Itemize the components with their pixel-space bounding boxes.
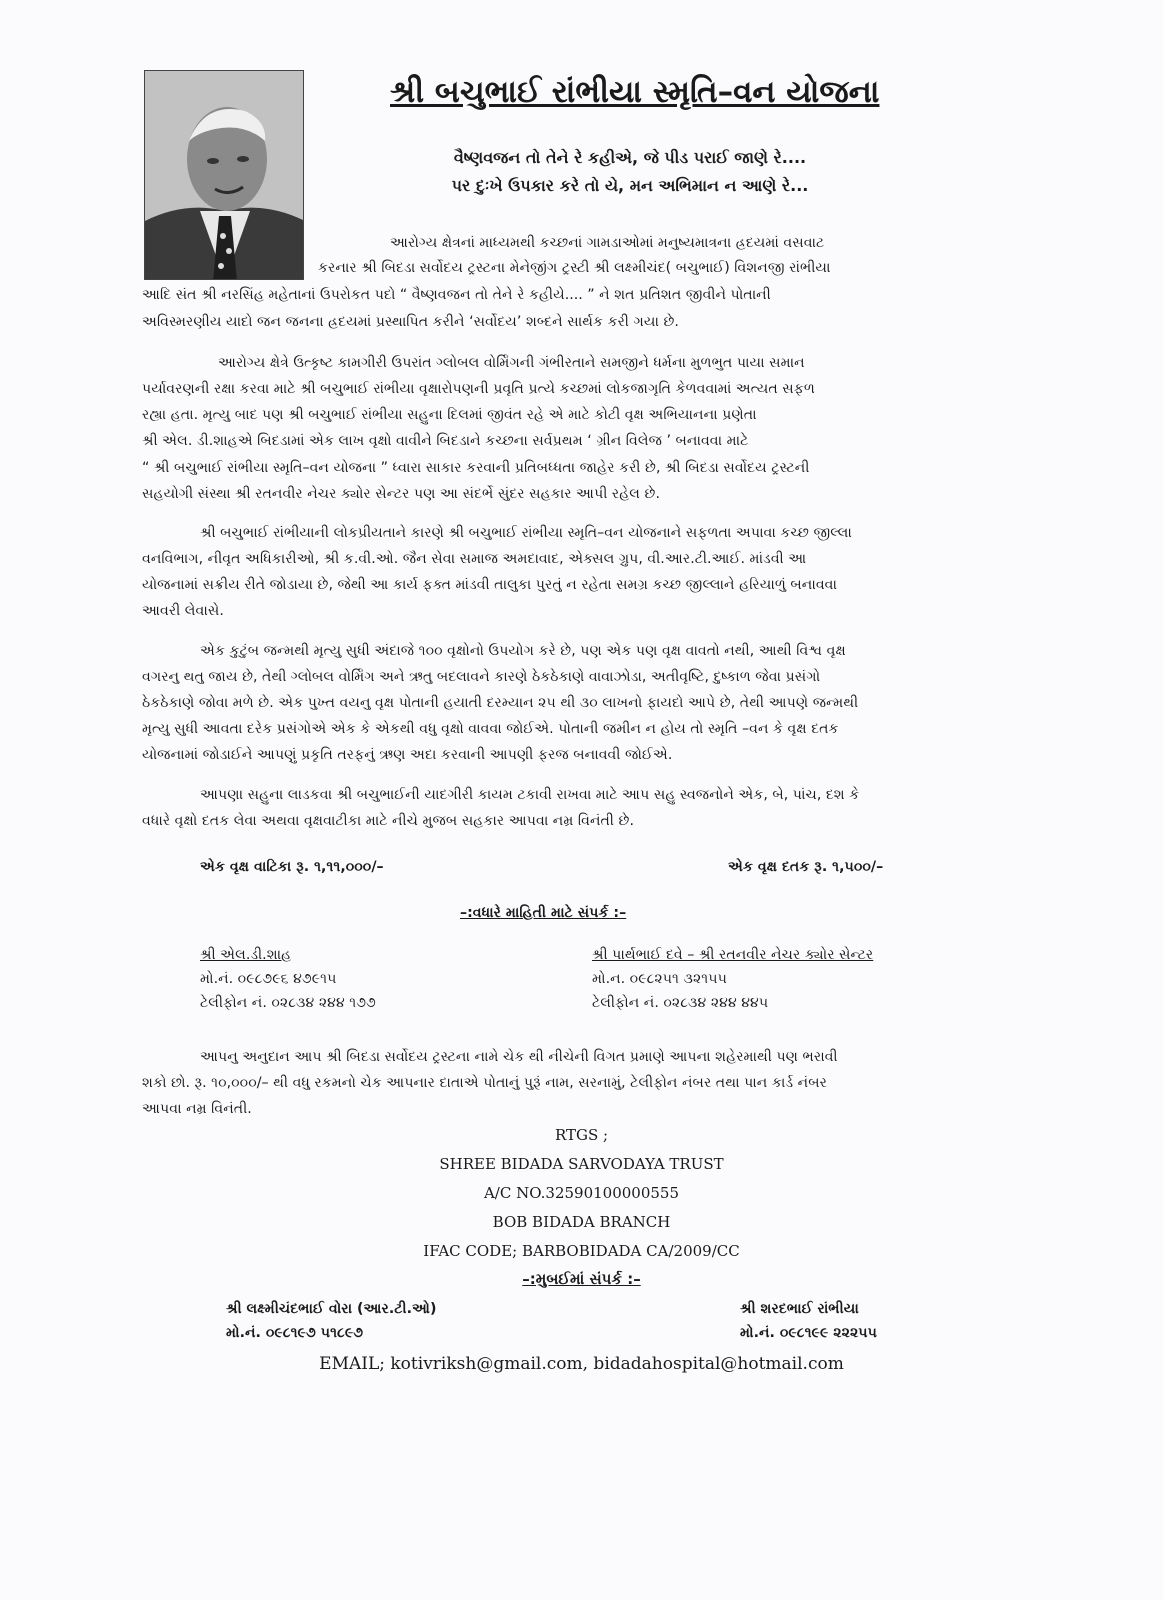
offer-datak: એક વૃક્ષ દતક રૂ. ૧,૫૦૦/– xyxy=(728,859,884,875)
para4-line: વગરનુ થતુ જાય છે, તેથી ગ્લોબલ વોર્મિંગ અને ઋતુ બદલાવને કારણે ઠેકઠેકાણે વાવાઝોડા, અતીવૃષ્ટિ, દુષ્કાળ જેવા પ્રસંગો xyxy=(142,669,821,685)
para2-line: “ શ્રી બચુભાઈ રાંભીયા સ્મૃતિ–વન યોજના ” ધ્વારા સાકાર કરવાની પ્રતિબધ્ધતા જાહેર કરી છે, શ્રી બિદડા સર્વોદય ટ્રસ્ટની xyxy=(142,460,810,476)
para2-line: પર્યાવરણની રક્ષા કરવા માટે શ્રી બચુભાઈ રાંભીયા વૃક્ષારોપણની પ્રવૃતિ પ્રત્યે કચ્છમાં લોકજાગૃતિ કેળવવામાં અત્યત સફળ xyxy=(142,381,815,397)
para5-line: આપણા સહુના લાડકવા શ્રી બચુભાઈની યાદગીરી કાયમ ટકાવી રાખવા માટે આપ સહુ સ્વજનોને એક, બે, પાંચ, દશ કે xyxy=(200,787,860,803)
quote-line-1: વૈષ્ણવજન તો તેને રે કહીએ, જે પીડ પરાઈ જાણે રે.... xyxy=(453,148,807,167)
contact-left-phone: ટેલીફોન નં. ૦૨૮૩૪ ૨૪૪ ૧૭૭ xyxy=(200,995,376,1011)
bank-branch: BOB BIDADA BRANCH xyxy=(492,1213,671,1231)
para2-line: શ્રી એલ. ડી.શાહએ બિદડામાં એક લાખ વૃક્ષો વાવીને બિદડાને કચ્છના સર્વપ્રથમ ‘ ગ્રીન વિલેજ ’ બનાવવા માટે xyxy=(142,433,749,449)
para2-line: સહયોગી સંસ્થા શ્રી રતનવીર નેચર ક્યોર સેન્ટર પણ આ સંદર્ભે સુંદર સહકાર આપી રહેલ છે. xyxy=(142,486,661,502)
bank-trust: SHREE BIDADA SARVODAYA TRUST xyxy=(439,1155,724,1173)
mumbai-right-mobile: મો.નં. ૦૯૮૧૯૯ ૨૨૨૫૫ xyxy=(740,1325,877,1341)
contact-right-phone: ટેલીફોન નં. ૦૨૮૩૪ ૨૪૪ ૪૪૫ xyxy=(592,995,769,1011)
contact-left-mobile: મો.નં. ૦૯૮૭૯૬ ૪૭૯૧૫ xyxy=(200,971,337,987)
para6-line: આપવા નમ્ર વિનંતી. xyxy=(142,1101,252,1117)
para1-line: કરનાર શ્રી બિદડા સર્વોદય ટ્રસ્ટના મેનેજીંગ ટ્રસ્ટી શ્રી લક્ષ્મીચંદ( બચુભાઈ) વિશનજી રાંભીયા xyxy=(318,260,831,276)
para4-line: મૃત્યુ સુધી આવતા દરેક પ્રસંગોએ એક કે એકથી વધુ વૃક્ષો વાવવા જોઈએ. પોતાની જમીન ન હોય તો સ્મૃતિ –વન કે વૃક્ષ દતક xyxy=(142,721,839,737)
para1-line: આદિ સંત શ્રી નરસિંહ મહેતાનાં ઉપરોકત પદો “ વૈષ્ણવજન તો તેને રે કહીયે.... ” ને શત પ્રતિશત જીવીને પોતાની xyxy=(142,287,771,303)
email-line: EMAIL; kotivriksh@gmail.com, bidadahospital@hotmail.com xyxy=(319,1354,844,1374)
para2-line: આરોગ્ય ક્ષેત્રે ઉત્કૃષ્ટ કામગીરી ઉપરાંત ગ્લોબલ વોર્મિંગની ગંભીરતાને સમજીને ધર્મના મુળભુત પાયા સમાન xyxy=(218,355,805,371)
mumbai-right-name: શ્રી શરદભાઈ રાંભીયા xyxy=(740,1301,859,1317)
bank-rtgs: RTGS ; xyxy=(554,1126,609,1144)
para3-line: આવરી લેવાસે. xyxy=(142,603,224,619)
para6-line: આપનુ અનુદાન આપ શ્રી બિદડા સર્વોદય ટ્રસ્ટના નામે ચેક થી નીચેની વિગત પ્રમાણે આપના શહેરમાથી પણ ભરાવી xyxy=(200,1049,838,1065)
para1-line: આરોગ્ય ક્ષેત્રનાં માધ્યમથી કચ્છનાં ગામડાઓમાં મનુષ્યમાત્રના હ્રદયમાં વસવાટ xyxy=(390,235,825,251)
para5-line: વધારે વૃક્ષો દતક લેવા અથવા વૃક્ષવાટીકા માટે નીચે મુજબ સહકાર આપવા નમ્ર વિનંતી છે. xyxy=(142,813,634,829)
para4-line: યોજનામાં જોડાઈને આપણું પ્રકૃતિ તરફનું ઋણ અદા કરવાની આપણી ફરજ બનાવવી જોઈએ. xyxy=(142,747,673,763)
bank-ifac: IFAC CODE; BARBOBIDADA CA/2009/CC xyxy=(423,1242,740,1260)
contact-heading: –:વધારે માહિતી માટે સંપર્ક :– xyxy=(460,905,627,921)
contact-right-name: શ્રી પાર્થભાઈ દવે – શ્રી રતનવીર નેચર ક્યોર સેન્ટર xyxy=(592,947,874,963)
mumbai-heading: –:મુબઈમાં સંપર્ક :– xyxy=(522,1270,641,1288)
contact-left-name: શ્રી એલ.ડી.શાહ xyxy=(200,947,292,963)
contact-right-mobile: મો.ન. ૦૯૮૨૫૧ ૩૨૧૫૫ xyxy=(592,971,727,987)
quote-line-2: પર દુઃખે ઉપકાર કરે તો યે, મન અભિમાન ન આણે રે... xyxy=(451,176,809,195)
portrait-illustration xyxy=(145,71,304,280)
para3-line: વનવિભાગ, નીવૃત અધિકારીઓ, શ્રી ક.વી.ઓ. જૈન સેવા સમાજ અમદાવાદ, એક્સલ ગ્રુપ, વી.આર.ટી.આઈ. માંડવી આ xyxy=(142,551,807,567)
portrait-photo xyxy=(144,70,304,280)
para2-line: રહ્યા હતા. મૃત્યુ બાદ પણ શ્રી બચુભાઈ રાંભીયા સહુના દિલમાં જીવંત રહે એ માટે કોટી વૃક્ષ અભિયાનના પ્રણેતા xyxy=(142,407,757,423)
para6-line: શકો છો. રૂ. ૧૦,૦૦૦/– થી વધુ રકમનો ચેક આપનાર દાતાએ પોતાનું પુરૂં નામ, સરનામું, ટેલીફોન નંબર તથા પાન કાર્ડ નંબર xyxy=(142,1075,827,1091)
para4-line: ઠેકઠેકાણે જોવા મળે છે. એક પુખ્ત વયનુ વૃક્ષ પોતાની હયાતી દરમ્યાન ૨૫ થી ૩૦ લાખનો ફાયદો આપે છે, તેથી આપણે જન્મથી xyxy=(142,695,859,711)
offer-vatika: એક વૃક્ષ વાટિકા રૂ. ૧,૧૧,૦૦૦/– xyxy=(200,859,384,875)
bank-account: A/C NO.32590100000555 xyxy=(483,1184,680,1202)
para4-line: એક કુટુંબ જન્મથી મૃત્યુ સુધી અંદાજે ૧૦૦ વૃક્ષોનો ઉપયોગ કરે છે, પણ એક પણ વૃક્ષ વાવતો નથી, આથી વિશ્વ વૃક્ષ xyxy=(200,643,846,659)
para3-line: શ્રી બચુભાઈ રાંભીયાની લોકપ્રીયતાને કારણે શ્રી બચુભાઈ રાંભીયા સ્મૃતિ–વન યોજનાને સફળતા અપાવા કચ્છ જીલ્લા xyxy=(200,525,852,541)
page-title: શ્રી બચુભાઈ રાંભીયા સ્મૃતિ–વન યોજના xyxy=(390,74,880,110)
para1-line: અવિસ્મરણીય યાદો જન જનના હ્રદયમાં પ્રસ્થાપિત કરીને ‘સર્વોદય’ શબ્દને સાર્થક કરી ગયા છે. xyxy=(142,314,679,330)
mumbai-left-name: શ્રી લક્ષ્મીચંદભાઈ વોરા (આર.ટી.ઓ) xyxy=(226,1301,437,1317)
mumbai-left-mobile: મો.નં. ૦૯૮૧૯૭ ૫૧૮૯૭ xyxy=(226,1325,364,1341)
para3-line: યોજનામાં સક્રીય રીતે જોડાયા છે, જેથી આ કાર્ય ફક્ત માંડવી તાલુકા પુરતું ન રહેતા સમગ્ર કચ્છ જીલ્લાને હરિયાળું બનાવવા xyxy=(142,577,837,593)
